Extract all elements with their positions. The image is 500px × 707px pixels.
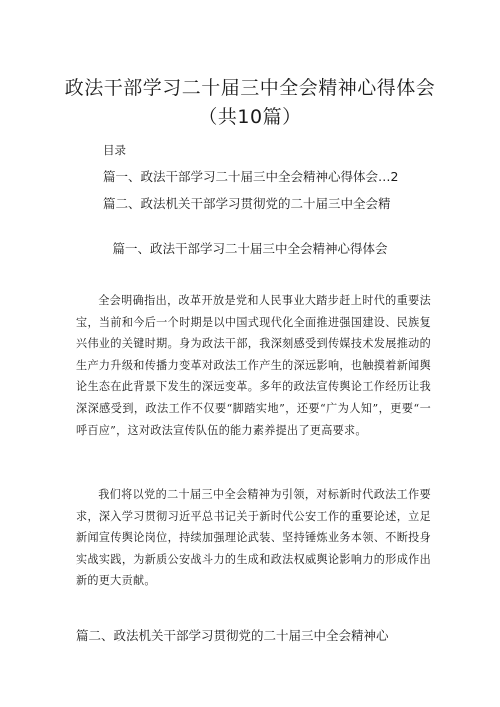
- document-title: 政法干部学习二十届三中全会精神心得体会（共10篇）: [64, 77, 436, 128]
- section-2-title: 篇二、政法机关干部学习贯彻党的二十届三中全会精神心: [76, 628, 389, 643]
- section-1-paragraph-2: 我们将以党的二十届三中全会精神为引领，对标新时代政法工作要求，深入学习贯彻习近平总书记关于新时代公安工作的重要论述，立足新闻宣传舆论岗位，持续加强理论武装、坚持锤炼业务本领、不断投身实战实践，为新质公安战斗力的生成和政法权威舆论影响力的形成作出新的更大贡献。: [76, 488, 431, 588]
- section-1-title: 篇一、政法干部学习二十届三中全会精神心得体会: [112, 241, 388, 256]
- section-1-paragraph-1: 全会明确指出，改革开放是党和人民事业大踏步赶上时代的重要法宝，当前和今后一个时期是以中国式现代化全面推进强国建设、民族复兴伟业的关键时期。身为政法干部，我深刻感受到传媒技术发展推动的生产力升级和传播力变革对政法工作产生的深远影响，也触摸着新闻舆论生态在此背景下发生的深远变革。多年的政法宣传舆论工作经历让我深深感受到，政法工作不仅要“脚踏实地”，还要“广为人知”，更要“一呼百应”，这对政法宣传队伍的能力素养提出了更高要求。: [76, 294, 431, 437]
- toc-item-1[interactable]: 篇一、政法干部学习二十届三中全会精神心得体会…2: [103, 169, 399, 184]
- toc-item-2[interactable]: 篇二、政法机关干部学习贯彻党的二十届三中全会精: [103, 196, 391, 211]
- toc-heading: 目录: [103, 143, 126, 157]
